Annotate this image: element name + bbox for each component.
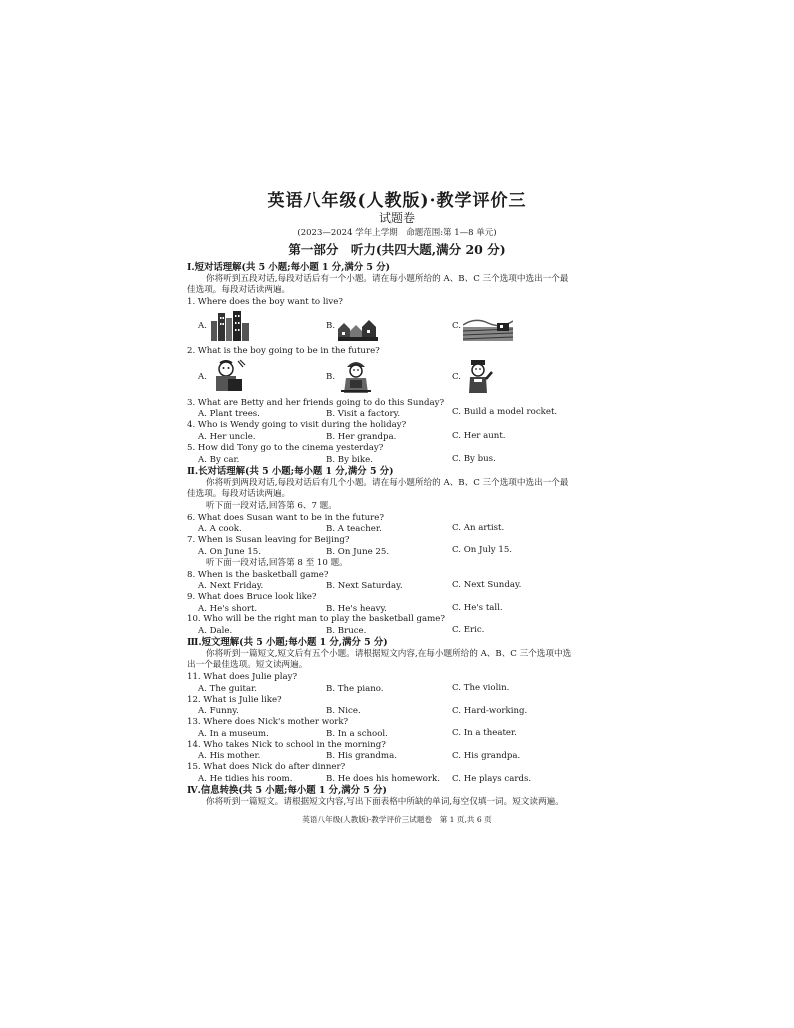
- part-heading: 第一部分 听力(共四大题,满分 20 分): [288, 242, 506, 257]
- option-b: B. In a school.: [326, 729, 388, 739]
- option-c: C. In a theater.: [452, 728, 517, 738]
- question-text: 7. When is Susan leaving for Beijing?: [187, 535, 350, 545]
- option-b: B. Visit a factory.: [326, 409, 401, 419]
- option-c: C. His grandpa.: [452, 751, 521, 761]
- question-text: 2. What is the boy going to be in the future?: [187, 346, 380, 356]
- section-instruction: 你将听到两段对话,每段对话后有几个小题。请在每小题所给的 A、B、C 三个选项中选出一个最: [206, 478, 569, 488]
- option-b: B. Her grandpa.: [326, 432, 397, 442]
- option-b: B. On June 25.: [326, 547, 390, 557]
- engineer-icon: [339, 357, 373, 397]
- option-b: B.: [326, 321, 336, 331]
- question-text: 11. What does Julie play?: [187, 672, 298, 682]
- option-b: B. The piano.: [326, 684, 384, 694]
- question-text: 14. Who takes Nick to school in the morning?: [187, 740, 386, 750]
- question-text: 4. Who is Wendy going to visit during the holiday?: [187, 420, 407, 430]
- village-houses-icon: [338, 313, 378, 345]
- question-text: 12. What is Julie like?: [187, 695, 282, 705]
- listening-prompt: 听下面一段对话,回答第 6、7 题。: [206, 501, 337, 511]
- listening-prompt: 听下面一段对话,回答第 8 至 10 题。: [206, 558, 348, 568]
- section-heading: Ⅱ.长对话理解(共 5 小题;每小题 1 分,满分 5 分): [187, 466, 394, 477]
- section-instruction: 佳选项。每段对话读两遍。: [187, 285, 291, 295]
- option-a: A. On June 15.: [198, 547, 261, 557]
- option-a: A. His mother.: [198, 751, 261, 761]
- option-b: B. Nice.: [326, 706, 361, 716]
- option-a: A.: [198, 372, 207, 382]
- option-c: C. Build a model rocket.: [452, 407, 558, 417]
- option-b: B.: [326, 372, 336, 382]
- police-officer-icon: [463, 357, 493, 397]
- section-heading: Ⅳ.信息转换(共 5 小题;每小题 1 分,满分 5 分): [187, 785, 387, 796]
- option-a: A. He tidies his room.: [198, 774, 293, 784]
- option-a: A. Funny.: [198, 706, 239, 716]
- option-c: C. By bus.: [452, 454, 496, 464]
- question-text: 3. What are Betty and her friends going to do this Sunday?: [187, 398, 445, 408]
- option-b: B. By bike.: [326, 455, 373, 465]
- option-a: A. He's short.: [198, 604, 258, 614]
- section-instruction: 你将听到五段对话,每段对话后有一个小题。请在每小题所给的 A、B、C 三个选项中选出一个最: [206, 274, 569, 284]
- option-c: C. On July 15.: [452, 545, 513, 555]
- question-text: 15. What does Nick do after dinner?: [187, 762, 346, 772]
- option-a: A. Plant trees.: [198, 409, 260, 419]
- option-b: B. Next Saturday.: [326, 581, 403, 591]
- option-a: A. Her uncle.: [198, 432, 256, 442]
- section-instruction: 佳选项。每段对话读两遍。: [187, 489, 291, 499]
- option-b: B. He's heavy.: [326, 604, 387, 614]
- section-instruction: 你将听到一篇短文,短文后有五个小题。请根据短文内容,在每小题所给的 A、B、C 三个选项中选: [206, 649, 572, 659]
- option-a: A. Next Friday.: [198, 581, 264, 591]
- option-a: A. In a museum.: [198, 729, 269, 739]
- option-c: C.: [452, 372, 462, 382]
- option-a: A. By car.: [198, 455, 240, 465]
- question-text: 9. What does Bruce look like?: [187, 592, 317, 602]
- option-b: B. A teacher.: [326, 524, 382, 534]
- option-c: C. He's tall.: [452, 603, 503, 613]
- option-a: A. A cook.: [198, 524, 242, 534]
- option-b: B. Bruce.: [326, 626, 367, 636]
- question-text: 8. When is the basketball game?: [187, 570, 329, 580]
- section-heading: Ⅰ.短对话理解(共 5 小题;每小题 1 分,满分 5 分): [187, 262, 391, 273]
- option-a: A. The guitar.: [198, 684, 258, 694]
- option-c: C.: [452, 321, 462, 331]
- question-text: 13. Where does Nick's mother work?: [187, 717, 349, 727]
- question-text: 10. Who will be the right man to play the basketball game?: [187, 614, 445, 624]
- page-footer: 英语八年级(人教版)·教学评价三试题卷 第 1 页,共 6 页: [302, 815, 492, 824]
- page-title: 英语八年级(人教版)·教学评价三: [267, 191, 527, 211]
- option-c: C. An artist.: [452, 523, 505, 533]
- question-text: 5. How did Tony go to the cinema yesterday?: [187, 443, 384, 453]
- option-b: B. His grandma.: [326, 751, 397, 761]
- option-c: C. The violin.: [452, 683, 510, 693]
- section-instruction: 出一个最佳选项。短文读两遍。: [187, 660, 308, 670]
- city-buildings-icon: [210, 309, 250, 345]
- option-c: C. Hard-working.: [452, 706, 528, 716]
- option-a: A.: [198, 321, 207, 331]
- page-subtitle: 试题卷: [378, 211, 415, 225]
- farm-field-icon: [463, 311, 513, 345]
- section-heading: Ⅲ.短文理解(共 5 小题;每小题 1 分,满分 5 分): [187, 637, 388, 648]
- option-c: C. Eric.: [452, 625, 485, 635]
- option-a: A. Dale.: [198, 626, 233, 636]
- option-b: B. He does his homework.: [326, 774, 440, 784]
- option-c: C. Next Sunday.: [452, 580, 522, 590]
- question-text: 6. What does Susan want to be in the future?: [187, 513, 384, 523]
- scientist-icon: [210, 359, 246, 397]
- exam-meta: (2023—2024 学年上学期 命题范围:第 1—8 单元): [297, 228, 497, 238]
- option-c: C. He plays cards.: [452, 774, 532, 784]
- option-c: C. Her aunt.: [452, 431, 506, 441]
- question-text: 1. Where does the boy want to live?: [187, 297, 343, 307]
- section-instruction: 你将听到一篇短文。请根据短文内容,写出下面表格中所缺的单词,每空仅填一词。短文读两遍。: [206, 797, 564, 807]
